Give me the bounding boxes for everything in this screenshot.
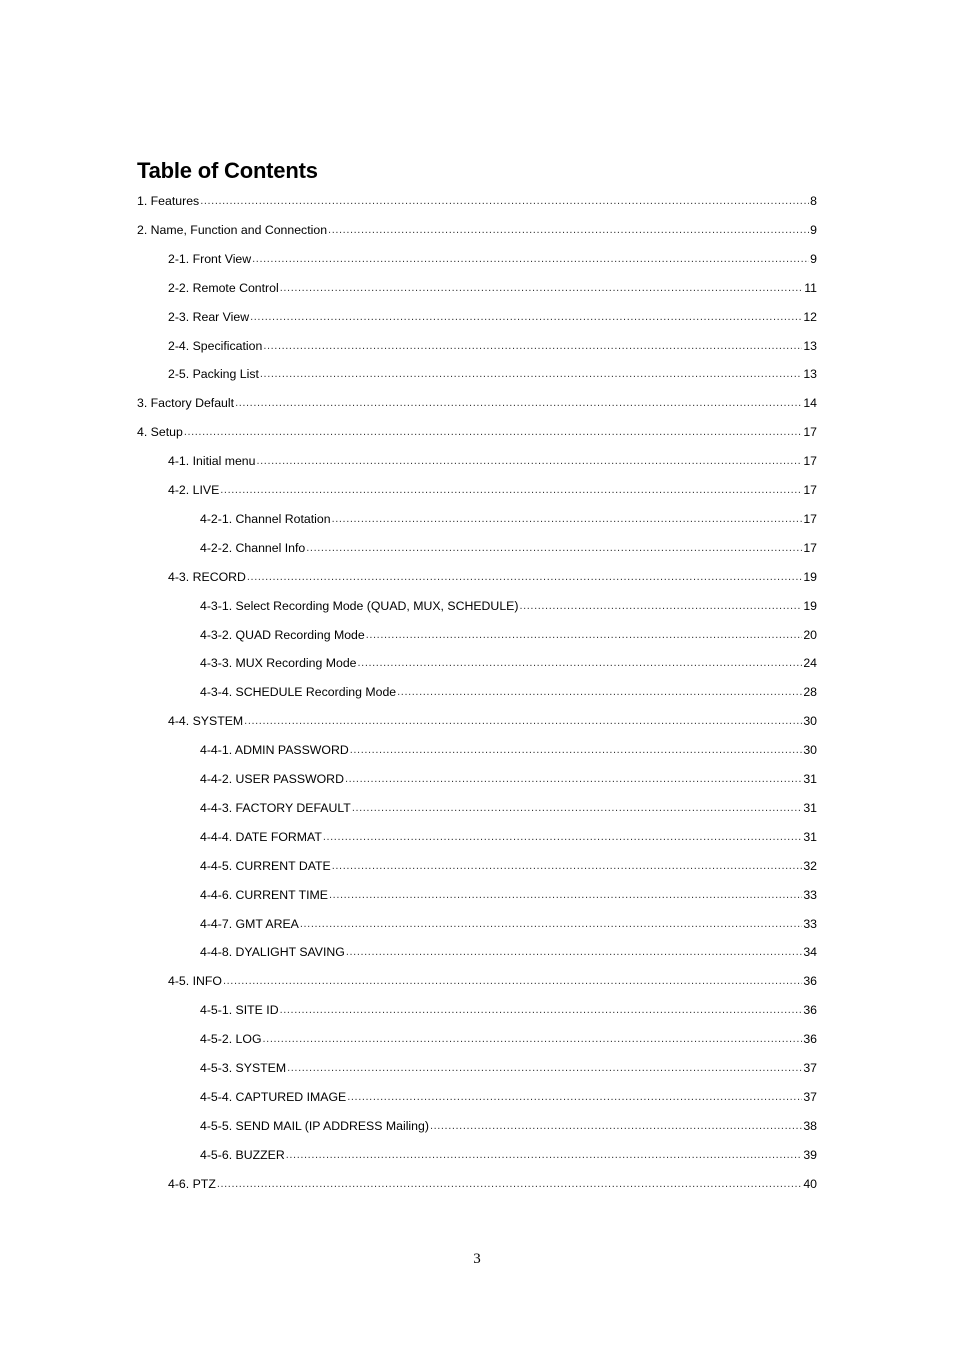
toc-entry-page: 36: [803, 1003, 817, 1018]
toc-entry-label: 1. Features: [137, 194, 200, 208]
toc-dot-leader: [358, 654, 803, 672]
toc-entry[interactable]: [168, 337, 817, 355]
toc-entry-page: 13: [803, 338, 817, 353]
toc-entry-label: 4-5-2. LOG: [200, 1032, 262, 1047]
toc-entry-label: 2-1. Front View: [168, 251, 252, 266]
toc-entry-page: 30: [803, 743, 817, 758]
toc-entry[interactable]: [200, 799, 817, 817]
toc-entry-label: 4-5-1. SITE ID: [200, 1003, 279, 1018]
toc-entry[interactable]: [200, 886, 817, 904]
toc-dot-leader: [200, 192, 809, 210]
toc-entry-label: 4-6. PTZ: [168, 1176, 216, 1191]
toc-entry[interactable]: [200, 1117, 817, 1135]
toc-dot-leader: [287, 1059, 802, 1077]
toc-dot-leader: [332, 510, 803, 528]
toc-entry-page: 19: [803, 598, 817, 613]
toc-dot-leader: [300, 915, 802, 933]
toc-entry-page: 12: [803, 309, 817, 324]
toc-entry-label: 4-2-1. Channel Rotation: [200, 511, 331, 526]
toc-entry-page: 36: [803, 1032, 817, 1047]
toc-entry[interactable]: [168, 568, 817, 586]
toc-entry[interactable]: [200, 857, 817, 875]
toc-entry-page: 36: [803, 974, 817, 989]
toc-entry-label: 4-3-4. SCHEDULE Recording Mode: [200, 685, 397, 700]
toc-entry[interactable]: [168, 972, 817, 990]
toc-entry-page: 37: [803, 1089, 817, 1104]
toc-entry[interactable]: [200, 626, 817, 644]
toc-dot-leader: [329, 886, 802, 904]
toc-entry-label: 4-4-3. FACTORY DEFAULT: [200, 800, 351, 815]
toc-title: Table of Contents: [137, 158, 318, 183]
toc-entry-page: 19: [803, 569, 817, 584]
toc-dot-leader: [217, 1175, 802, 1193]
toc-entry[interactable]: [137, 192, 817, 210]
toc-dot-leader: [430, 1117, 802, 1135]
toc-entry-label: 4-4-2. USER PASSWORD: [200, 772, 344, 786]
toc-entry[interactable]: [200, 741, 817, 759]
toc-entry-label: 4-5. INFO: [168, 974, 222, 989]
toc-entry-label: 2. Name, Function and Connection: [137, 222, 328, 237]
toc-dot-leader: [257, 452, 803, 470]
toc-entry-page: 31: [803, 800, 817, 815]
toc-entry-label: 3. Factory Default: [137, 396, 235, 411]
toc-dot-leader: [332, 857, 803, 875]
toc-entry[interactable]: [200, 1030, 817, 1048]
page-number: 3: [473, 1251, 481, 1267]
toc-dot-leader: [223, 972, 802, 990]
toc-dot-leader: [352, 799, 803, 817]
toc-entry[interactable]: [200, 1059, 817, 1077]
toc-entry-page: 11: [804, 280, 817, 295]
toc-entry-label: 4-3-1. Select Recording Mode (QUAD, MUX, SCHEDULE): [200, 598, 519, 613]
toc-entry-label: 4-4-1. ADMIN PASSWORD: [200, 743, 349, 758]
toc-dot-leader: [247, 568, 802, 586]
toc-entry-label: 4-2-2. Channel Info: [200, 540, 306, 555]
toc-dot-leader: [323, 828, 802, 846]
toc-entry-page: 17: [803, 425, 817, 440]
toc-entry[interactable]: [168, 481, 817, 499]
toc-dot-leader: [252, 250, 809, 268]
toc-entry[interactable]: [200, 597, 817, 615]
toc-entry-label: 2-5. Packing List: [168, 367, 259, 382]
toc-entry-page: 17: [803, 454, 817, 469]
toc-entry-page: 34: [803, 945, 817, 960]
toc-entry-page: 33: [803, 887, 817, 902]
toc-entry-label: 4-3-2. QUAD Recording Mode: [200, 627, 365, 642]
toc-entry[interactable]: [200, 943, 817, 961]
toc-entry[interactable]: [168, 1175, 817, 1193]
toc-dot-leader: [184, 423, 803, 441]
toc-dot-leader: [397, 683, 802, 701]
toc-entry-label: 4-4-4. DATE FORMAT: [200, 829, 322, 844]
toc-dot-leader: [263, 1030, 803, 1048]
toc-entry[interactable]: [168, 712, 817, 730]
toc-dot-leader: [280, 279, 804, 297]
toc-entry-label: 4-4-6. CURRENT TIME: [200, 887, 329, 902]
toc-entry[interactable]: [137, 221, 817, 239]
toc-entry[interactable]: [200, 770, 817, 788]
toc-entry-label: 4-2. LIVE: [168, 483, 220, 497]
toc-entry[interactable]: [168, 279, 817, 297]
toc-entry-page: 33: [803, 916, 817, 931]
toc-entry-page: 40: [803, 1176, 817, 1191]
toc-entry[interactable]: [200, 828, 817, 846]
toc-entry-page: 8: [810, 194, 817, 208]
toc-entry-label: 4-4-8. DYALIGHT SAVING: [200, 945, 345, 960]
toc-entry-label: 2-3. Rear View: [168, 309, 250, 324]
toc-entry-label: 4-1. Initial menu: [168, 454, 256, 469]
toc-entry-page: 20: [803, 627, 817, 642]
toc-entry-label: 4-5-5. SEND MAIL (IP ADDRESS Mailing): [200, 1118, 429, 1133]
toc-dot-leader: [306, 539, 802, 557]
toc-dot-leader: [519, 597, 802, 615]
toc-entry-label: 4-4-5. CURRENT DATE: [200, 858, 331, 873]
toc-entry-page: 17: [803, 540, 817, 555]
toc-entry[interactable]: [200, 1001, 817, 1019]
toc-dot-leader: [280, 1001, 803, 1019]
toc-entry-page: 31: [803, 772, 817, 786]
toc-entry-label: 4. Setup: [137, 425, 183, 440]
toc-dot-leader: [220, 481, 802, 499]
toc-entry-label: 4-5-3. SYSTEM: [200, 1061, 287, 1075]
toc-entry-page: 9: [810, 222, 817, 237]
toc-entry[interactable]: [200, 1146, 817, 1164]
toc-entry-page: 38: [803, 1118, 817, 1133]
toc-entry[interactable]: [200, 539, 817, 557]
toc-entry[interactable]: [200, 683, 817, 701]
toc-dot-leader: [235, 394, 802, 412]
toc-entry-page: 31: [803, 829, 817, 844]
toc-dot-leader: [347, 1088, 802, 1106]
toc-entry[interactable]: [200, 915, 817, 933]
toc-entry[interactable]: [200, 1088, 817, 1106]
toc-entry[interactable]: [200, 510, 817, 528]
toc-entry-page: 17: [803, 511, 817, 526]
toc-dot-leader: [346, 943, 802, 961]
toc-entry-page: 17: [803, 483, 817, 497]
toc-entry-page: 9: [810, 251, 817, 266]
toc-entry-label: 4-3-3. MUX Recording Mode: [200, 656, 357, 671]
toc-dot-leader: [244, 712, 802, 730]
toc-dot-leader: [366, 626, 803, 644]
toc-dot-leader: [350, 741, 803, 759]
toc-entry-page: 39: [803, 1147, 817, 1162]
toc-entry[interactable]: [168, 250, 817, 268]
toc-entry-page: 14: [803, 396, 817, 411]
toc-entry[interactable]: [168, 308, 817, 326]
toc-entry-label: 4-5-6. BUZZER: [200, 1147, 285, 1162]
toc-entry-page: 30: [803, 714, 817, 729]
toc-entry[interactable]: [200, 654, 817, 672]
toc-entry-label: 4-3. RECORD: [168, 569, 246, 584]
toc-entry-label: 2-4. Specification: [168, 338, 263, 353]
toc-dot-leader: [260, 365, 802, 383]
toc-entry[interactable]: [168, 365, 817, 383]
toc-entry-label: 4-4-7. GMT AREA: [200, 916, 299, 931]
toc-entry-page: 13: [803, 367, 817, 382]
toc-entry-page: 37: [803, 1061, 817, 1075]
toc-entry-page: 24: [803, 656, 817, 671]
toc-dot-leader: [345, 770, 802, 788]
toc-dot-leader: [328, 221, 809, 239]
toc-entry-label: 4-5-4. CAPTURED IMAGE: [200, 1089, 347, 1104]
toc-entry-page: 28: [803, 685, 817, 700]
toc-entry-label: 2-2. Remote Control: [168, 280, 279, 295]
toc-dot-leader: [286, 1146, 803, 1164]
toc-entry[interactable]: [168, 452, 817, 470]
toc-entry-label: 4-4. SYSTEM: [168, 714, 244, 729]
toc-entry[interactable]: [137, 394, 817, 412]
toc-entry[interactable]: [137, 423, 817, 441]
toc-entry-page: 32: [803, 858, 817, 873]
toc-dot-leader: [263, 337, 802, 355]
toc-dot-leader: [250, 308, 802, 326]
